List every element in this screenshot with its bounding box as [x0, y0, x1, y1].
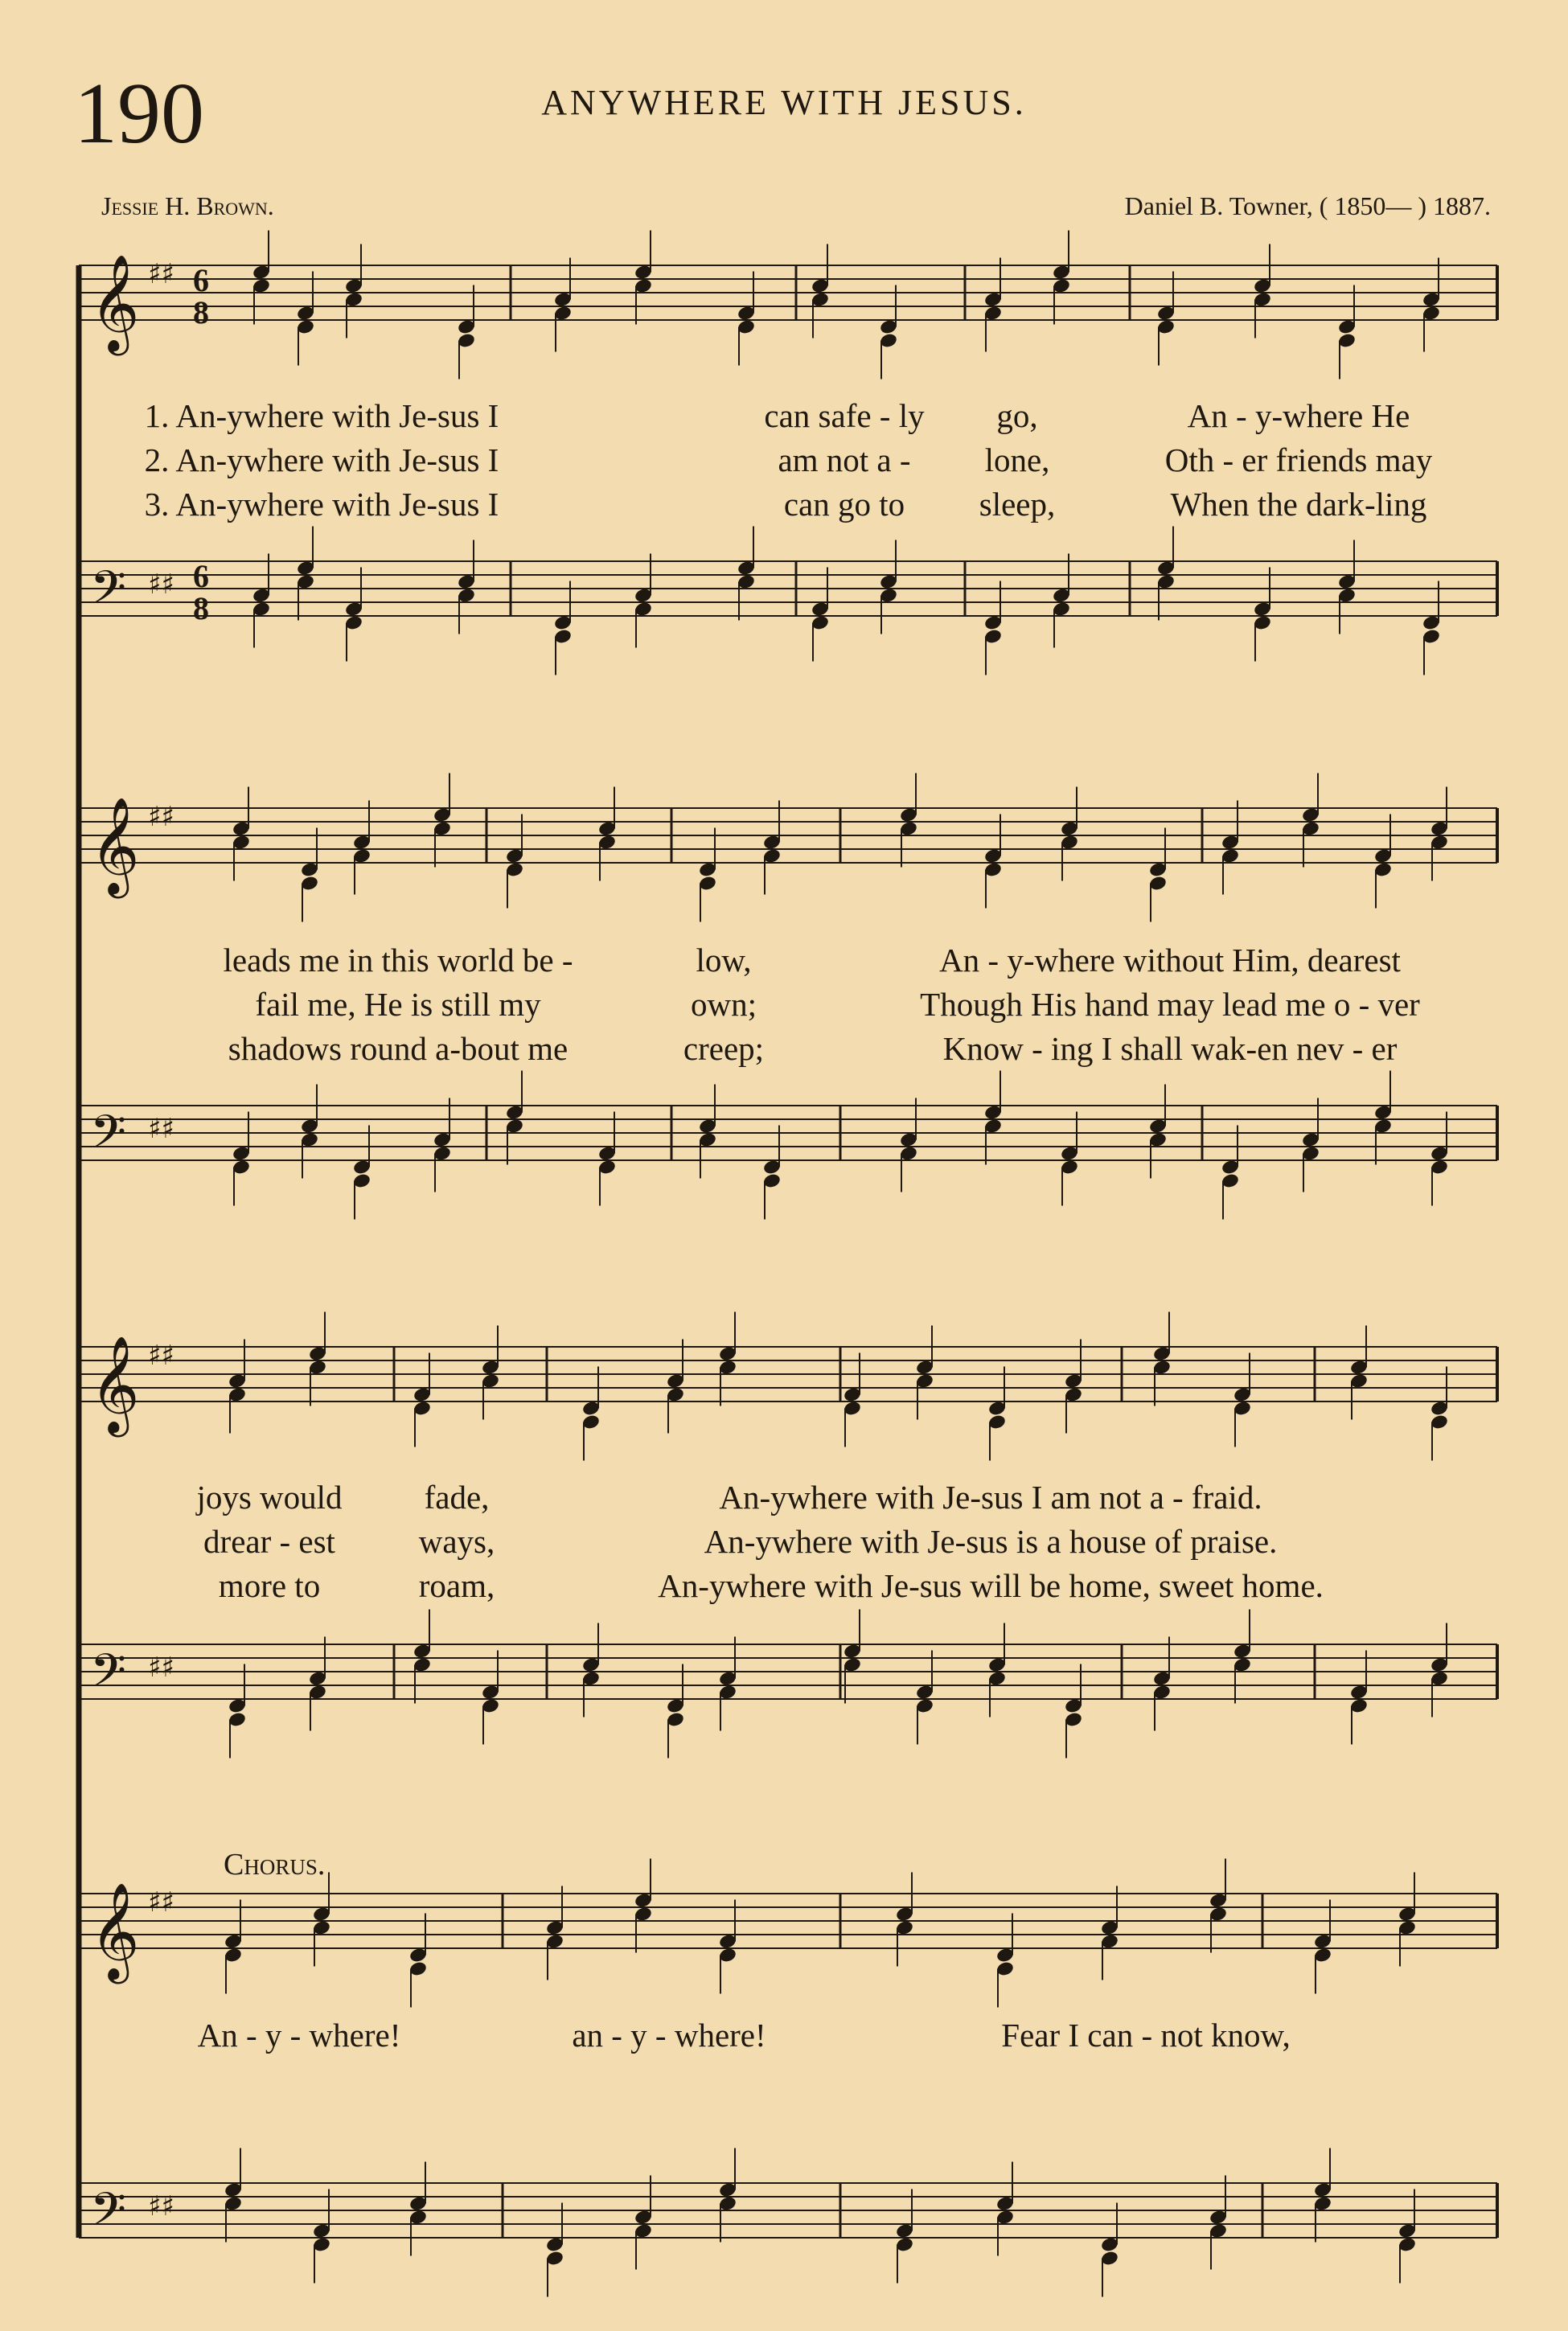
lyric-fragment: joys would: [196, 1479, 343, 1516]
lyric-fragment: An - y - where!: [197, 2017, 401, 2054]
lyric-fragment: An - y-where He: [1187, 397, 1410, 434]
lyric-fragment: leads me in this world be -: [223, 942, 573, 979]
lyric-fragment: low,: [696, 942, 752, 979]
lyric-fragment: drear - est: [203, 1523, 335, 1560]
chorus-label: Chorus.: [224, 1848, 326, 1882]
treble-clef-icon: 𝄞: [90, 796, 140, 894]
lyric-fragment: 1. An-ywhere with Je-sus I: [144, 397, 499, 434]
bass-clef-icon: 𝄢: [90, 560, 127, 626]
lyric-fragment: ways,: [418, 1523, 495, 1560]
key-signature-icon: ♯♯: [148, 1886, 174, 1919]
hymn-title: ANYWHERE WITH JESUS.: [541, 83, 1027, 122]
bass-clef-icon: 𝄢: [90, 1644, 127, 1709]
treble-clef-icon: 𝄞: [90, 1882, 140, 1980]
key-signature-icon: ♯♯: [148, 1113, 174, 1145]
key-signature-icon: ♯♯: [148, 258, 174, 290]
bass-clef-icon: 𝄢: [90, 1105, 127, 1171]
lyric-fragment: go,: [996, 397, 1038, 434]
key-signature-icon: ♯♯: [148, 801, 174, 833]
key-signature-icon: ♯♯: [148, 2190, 174, 2222]
lyric-fragment: 3. An-ywhere with Je-sus I: [144, 486, 499, 523]
time-signature-bottom: 8: [193, 294, 209, 330]
lyric-fragment: lone,: [984, 441, 1050, 478]
bass-clef-icon: 𝄢: [90, 2182, 127, 2248]
time-signature-top: 6: [193, 558, 209, 594]
composer-credit: Daniel B. Towner, ( 1850— ) 1887.: [1124, 191, 1491, 220]
lyric-fragment: An-ywhere with Je-sus will be home, sweet home.: [658, 1567, 1324, 1604]
key-signature-icon: ♯♯: [148, 568, 174, 601]
lyric-fragment: shadows round a-bout me: [228, 1030, 569, 1067]
lyric-fragment: fade,: [424, 1479, 490, 1516]
lyric-fragment: An-ywhere with Je-sus I am not a - fraid.: [719, 1479, 1262, 1516]
lyric-fragment: can go to: [783, 486, 905, 523]
lyric-fragment: can safe - ly: [764, 397, 925, 434]
lyric-fragment: sleep,: [979, 486, 1056, 523]
key-signature-icon: ♯♯: [148, 1340, 174, 1372]
key-signature-icon: ♯♯: [148, 1652, 174, 1684]
lyric-fragment: Fear I can - not know,: [1001, 2017, 1291, 2054]
lyric-fragment: When the dark-ling: [1170, 486, 1427, 523]
lyric-fragment: An-ywhere with Je-sus is a house of praise.: [704, 1523, 1278, 1560]
lyric-fragment: more to: [218, 1567, 321, 1604]
lyric-fragment: own;: [691, 986, 757, 1023]
lyric-fragment: creep;: [683, 1030, 765, 1067]
lyric-fragment: 2. An-ywhere with Je-sus I: [144, 441, 499, 478]
time-signature-bottom: 8: [193, 590, 209, 626]
time-signature-top: 6: [193, 262, 209, 298]
treble-clef-icon: 𝄞: [90, 1335, 140, 1433]
lyric-fragment: am not a -: [778, 441, 911, 478]
treble-clef-icon: 𝄞: [90, 253, 140, 351]
lyric-fragment: fail me, He is still my: [255, 986, 541, 1023]
lyricist-credit: Jessie H. Brown.: [101, 191, 274, 220]
lyric-fragment: Oth - er friends may: [1164, 441, 1433, 478]
lyric-fragment: Though His hand may lead me o - ver: [920, 986, 1420, 1023]
lyric-fragment: an - y - where!: [572, 2017, 766, 2054]
lyric-fragment: Know - ing I shall wak-en nev - er: [942, 1030, 1398, 1067]
hymn-number: 190: [74, 66, 204, 162]
lyric-fragment: An - y-where without Him, dearest: [939, 942, 1401, 979]
lyric-fragment: roam,: [418, 1567, 495, 1604]
